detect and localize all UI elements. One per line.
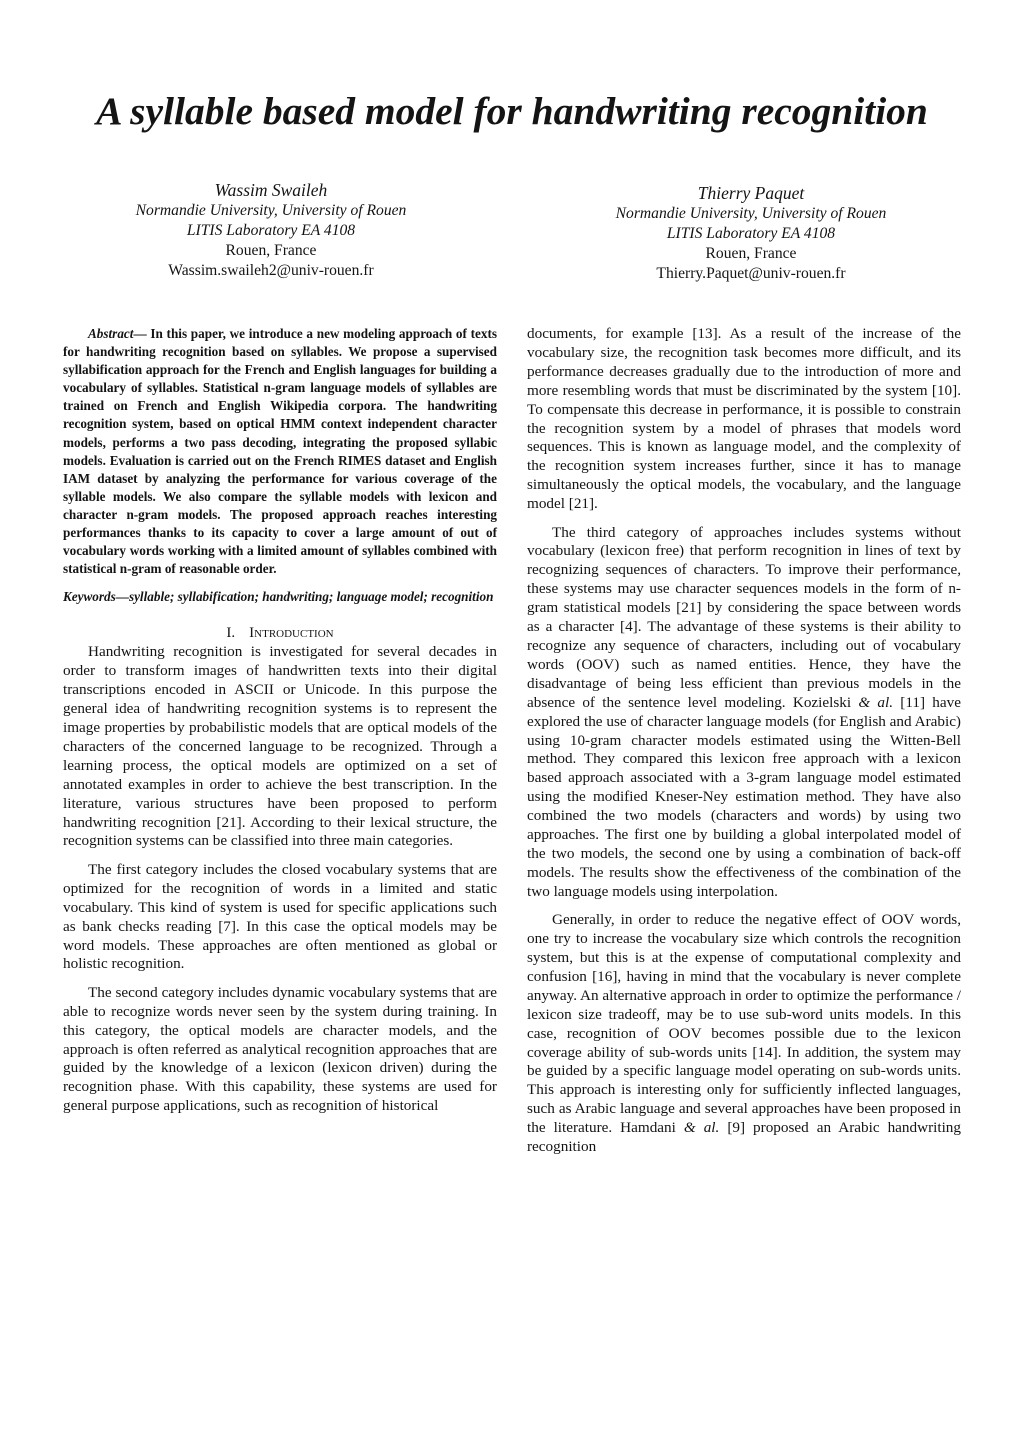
- et-al: & al.: [858, 693, 894, 711]
- abstract-label: Abstract: [88, 326, 134, 341]
- author-email[interactable]: Thierry.Paquet@univ-rouen.fr: [656, 265, 846, 282]
- paragraph: The second category includes dynamic vocabulary systems that are able to recognize words never seen by the system during training. In this category, the optical models are character models, and the approach is often referred as analytical recognition approaches that are guided by the knowledge of a lexicon (lexicon driven) during the recognition phase. With this capability, these systems are used for general purpose applications, such as recognition of historical: [63, 983, 497, 1115]
- paragraph: documents, for example [13]. As a result of the increase of the vocabulary size, the recognition task becomes more difficult, and its performance decreases gradually due to the introduction of more and more resembling words that must be discriminated by the system [10]. To compensate this decrease in performance, it is possible to constrain the recognition system by a model of phrases that models word sequences. This is known as language model, and the complexity of the recognition system increases further, since it has to manage simultaneously the optical models, the vocabulary, and the language model [21].: [527, 325, 961, 513]
- paragraph: The first category includes the closed vocabulary systems that are optimized for the recognition of words in a limited and static vocabulary. This kind of system is used for specific applications such as bank checks reading [7]. In this case the optical models may be word models. These approaches are often mentioned as global or holistic recognition.: [63, 860, 497, 973]
- author-affiliation: Normandie University, University of Rouen: [135, 202, 407, 219]
- section-number: I.: [226, 625, 236, 642]
- author-name: Thierry Paquet: [697, 183, 805, 203]
- section-heading-introduction: [63, 623, 497, 643]
- author-affiliation: Normandie University, University of Rouen: [615, 205, 887, 222]
- author-location: Rouen, France: [705, 245, 797, 262]
- author-email[interactable]: Wassim.swaileh2@univ-rouen.fr: [168, 262, 374, 279]
- author-lab: LITIS Laboratory EA 4108: [186, 222, 356, 239]
- left-column: [63, 325, 497, 1126]
- text-run: The third category of approaches includes systems without vocabulary (lexicon free) that perform recognition in lines of text by recognizing sequences of characters. To improve their performance, these systems may use character sequences models in the form of n-gram statistical models [21] by considering the space between words as a character [4]. The advantage of these systems is their ability to recognize any sequence of characters, including out of vocabulary words (OOV) such as named entities. Hence, they have the disadvantage of being less efficient than previous models in the absence of the sentence level modeling. Kozielski: [527, 523, 961, 711]
- paragraph: Handwriting recognition is investigated for several decades in order to transform images of handwritten texts into their digital transcriptions encoded in ASCII or Unicode. In this purpose the general idea of handwriting recognition systems is to represent the image properties by probabilistic models that are optical models of the characters of the concerned language to be recognized. Through a learning process, the optical models are optimized on a set of annotated examples in order to achieve the best transcription. In the literature, various structures have been proposed to perform handwriting recognition [21]. According to their lexical structure, the recognition systems can be classified into three main categories.: [63, 643, 497, 850]
- paragraph: [527, 524, 961, 902]
- keywords: Keywords—syllable; syllabification; handwriting; language model; recognition: [63, 589, 494, 605]
- author-name: Wassim Swaileh: [214, 180, 328, 200]
- text-run: [9] proposed an Arabic handwriting recognition: [527, 1119, 961, 1156]
- right-column: [527, 325, 961, 1166]
- section-title: Introduction: [249, 625, 334, 642]
- text-run: [11] have explored the use of character language models (for English and Arabic) using 10-gram character models estimated using the Witten-Bell method. They compared this lexicon free approach with a lexicon based approach associated with a 3-gram language model estimated using the modified Kneser-Ney estimation method. They have also combined the two models (characters and words) by using two approaches. The first one by building a global interpolated model of the two models, the second one by using a combination of back-off models. The results show the effectiveness of the combination of the two language models using interpolation.: [527, 693, 961, 900]
- abstract-text: — In this paper, we introduce a new modeling approach of texts for handwriting recognition based on syllables. We propose a supervised syllabification approach for the French and English languages for building a vocabulary of syllables. Statistical n-gram language models of syllables are trained on French and English Wikipedia corpora. The handwriting recognition system, based on optical HMM context independent character models, performs a two pass decoding, integrating the proposed syllabic models. Evaluation is carried out on the French RIMES dataset and English IAM dataset by analyzing the performance for various coverage of the syllable models. We also compare the syllable models with lexicon and character n-gram models. The proposed approach reaches interesting performances thanks to its capacity to cover a large amount of out of vocabulary words working with a limited amount of syllables combined with statistical n-gram of reasonable order.: [63, 326, 497, 577]
- author-location: Rouen, France: [225, 242, 317, 259]
- paper-title: A syllable based model for handwriting recognition: [96, 89, 928, 133]
- author-block-1: [81, 179, 461, 281]
- et-al: & al.: [683, 1119, 720, 1137]
- text-run: Generally, in order to reduce the negative effect of OOV words, one try to increase the vocabulary size which controls the recognition system, but this is at the expense of computational complexity and confusion [16], having in mind that the vocabulary is never complete anyway. An alternative approach in order to optimize the performance / lexicon size tradeoff, may be to use sub-word units models. In this case, recognition of OOV becomes possible due to the lexicon coverage ability of sub-words units [14]. In addition, the system may be guided by a specific language model operating on sub-words units. This approach is interesting only for sufficiently inflected languages, such as Arabic language and several approaches have been proposed in the literature. Hamdani: [527, 911, 961, 1137]
- abstract: [63, 325, 497, 578]
- author-block-2: [561, 182, 941, 284]
- paragraph: [527, 911, 961, 1157]
- author-lab: LITIS Laboratory EA 4108: [666, 225, 836, 242]
